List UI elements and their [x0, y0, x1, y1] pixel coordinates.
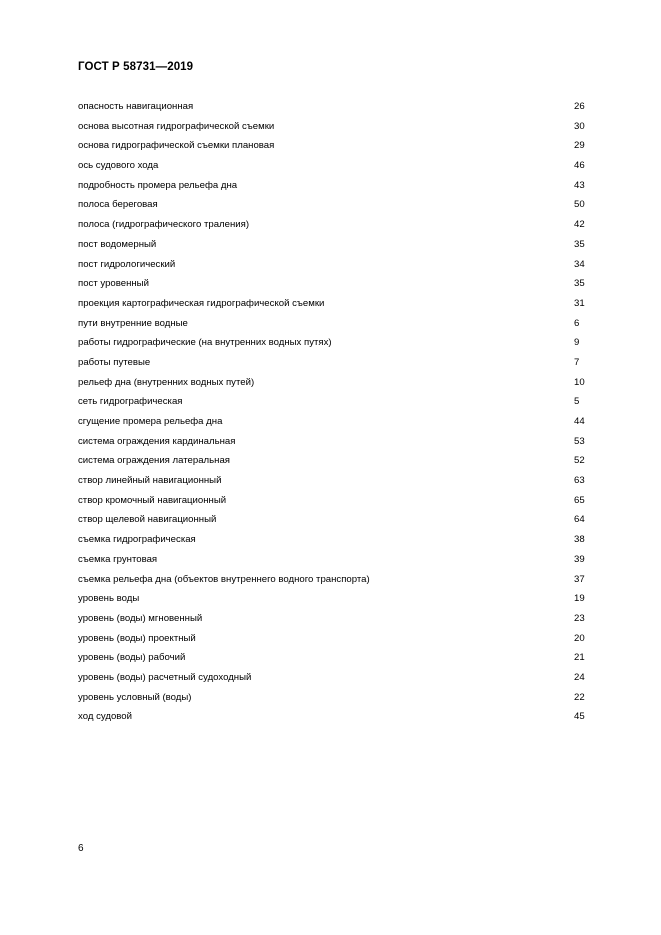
- index-row: [78, 550, 588, 570]
- index-number: 24: [574, 671, 585, 683]
- index-row: [78, 392, 588, 412]
- index-row: [78, 215, 588, 235]
- index-row: [78, 373, 588, 393]
- index-term: подробность промера рельефа дна: [78, 179, 238, 191]
- index-term: проекция картографическая гидрографической съемки: [78, 297, 325, 309]
- index-term: уровень условный (воды): [78, 691, 192, 703]
- index-number: 31: [574, 297, 585, 309]
- index-row: [78, 432, 588, 452]
- index-term: система ограждения кардинальная: [78, 435, 236, 447]
- index-number: 53: [574, 435, 585, 447]
- index-row: [78, 136, 588, 156]
- index-row: [78, 668, 588, 688]
- index-row: [78, 255, 588, 275]
- index-term: уровень (воды) проектный: [78, 632, 196, 644]
- index-number: 30: [574, 120, 585, 132]
- index-row: [78, 510, 588, 530]
- index-term: полоса (гидрографического траления): [78, 219, 250, 231]
- index-number: 43: [574, 179, 585, 191]
- index-term: уровень (воды) мгновенный: [78, 612, 203, 624]
- index-term: система ограждения латеральная: [78, 455, 230, 467]
- index-number: 29: [574, 140, 585, 152]
- index-term: ход судовой: [78, 711, 132, 723]
- index-row: [78, 629, 588, 649]
- index-row: [78, 353, 588, 373]
- index-row: [78, 589, 588, 609]
- index-number: 50: [574, 199, 585, 211]
- index-term: сгущение промера рельефа дна: [78, 416, 223, 427]
- index-term: пост гидрологический: [78, 258, 176, 270]
- index-term: основа высотная гидрографической съемки: [78, 120, 275, 132]
- index-row: [78, 235, 588, 255]
- index-number: 5: [574, 396, 580, 408]
- index-number: 19: [574, 593, 585, 605]
- index-number: 26: [574, 101, 585, 112]
- index-term: полоса береговая: [78, 199, 158, 211]
- index-number: 7: [574, 356, 580, 368]
- index-number: 52: [574, 455, 585, 467]
- index-term: рельеф дна (внутренних водных путей): [78, 376, 255, 388]
- index-row: [78, 707, 588, 727]
- index-number: 34: [574, 258, 585, 270]
- index-number: 37: [574, 573, 585, 585]
- index-term: пост водомерный: [78, 238, 157, 250]
- index-term: съемка гидрографическая: [78, 534, 196, 546]
- index-term: створ щелевой навигационный: [78, 514, 217, 526]
- index-number: 65: [574, 494, 585, 506]
- index-term: ось судового хода: [78, 160, 159, 172]
- index-row: [78, 195, 588, 215]
- index-row: [78, 471, 588, 491]
- index-term: основа гидрографической съемки плановая: [78, 140, 275, 152]
- index-row: [78, 451, 588, 471]
- index-row: [78, 294, 588, 314]
- index-term: съемка рельефа дна (объектов внутреннего водного транспорта): [78, 573, 370, 585]
- index-number: 38: [574, 534, 585, 546]
- index-row: [78, 156, 588, 176]
- index-row: [78, 176, 588, 196]
- document-header: ГОСТ Р 58731—2019: [78, 61, 194, 73]
- index-number: 20: [574, 632, 585, 644]
- index-row: [78, 570, 588, 590]
- index-number: 46: [574, 160, 585, 172]
- index-number: 35: [574, 278, 585, 290]
- index-row: [78, 314, 588, 334]
- index-number: 39: [574, 553, 585, 565]
- index-row: [78, 609, 588, 629]
- index-row: [78, 97, 588, 117]
- index-term: пути внутренние водные: [78, 317, 188, 329]
- index-row: [78, 530, 588, 550]
- index-term: опасность навигационная: [78, 101, 194, 112]
- index-row: [78, 491, 588, 511]
- index-term: уровень воды: [78, 593, 140, 605]
- index-number: 22: [574, 691, 585, 703]
- index-number: 63: [574, 475, 585, 487]
- index-term: сеть гидрографическая: [78, 396, 183, 408]
- page-number: 6: [78, 843, 84, 854]
- index-number: 42: [574, 219, 585, 231]
- index-number: 64: [574, 514, 585, 526]
- index-term: уровень (воды) расчетный судоходный: [78, 671, 252, 683]
- index-number: 21: [574, 652, 585, 664]
- index-row: [78, 648, 588, 668]
- index-row: [78, 688, 588, 708]
- index-term: работы путевые: [78, 356, 151, 368]
- index-number: 23: [574, 612, 585, 624]
- index-number: 9: [574, 337, 580, 349]
- index-term: съемка грунтовая: [78, 553, 158, 565]
- index-number: 44: [574, 416, 585, 427]
- index-number: 10: [574, 376, 585, 388]
- index-term: работы гидрографические (на внутренних водных путях): [78, 337, 332, 349]
- index-row: [78, 333, 588, 353]
- index-term: створ линейный навигационный: [78, 475, 222, 487]
- index-row: [78, 117, 588, 137]
- index-row: [78, 412, 588, 432]
- index-term: створ кромочный навигационный: [78, 494, 227, 506]
- alphabetical-index: [78, 97, 588, 727]
- index-number: 6: [574, 317, 580, 329]
- index-row: [78, 274, 588, 294]
- index-term: пост уровенный: [78, 278, 149, 290]
- index-number: 35: [574, 238, 585, 250]
- index-term: уровень (воды) рабочий: [78, 652, 186, 664]
- index-number: 45: [574, 711, 585, 723]
